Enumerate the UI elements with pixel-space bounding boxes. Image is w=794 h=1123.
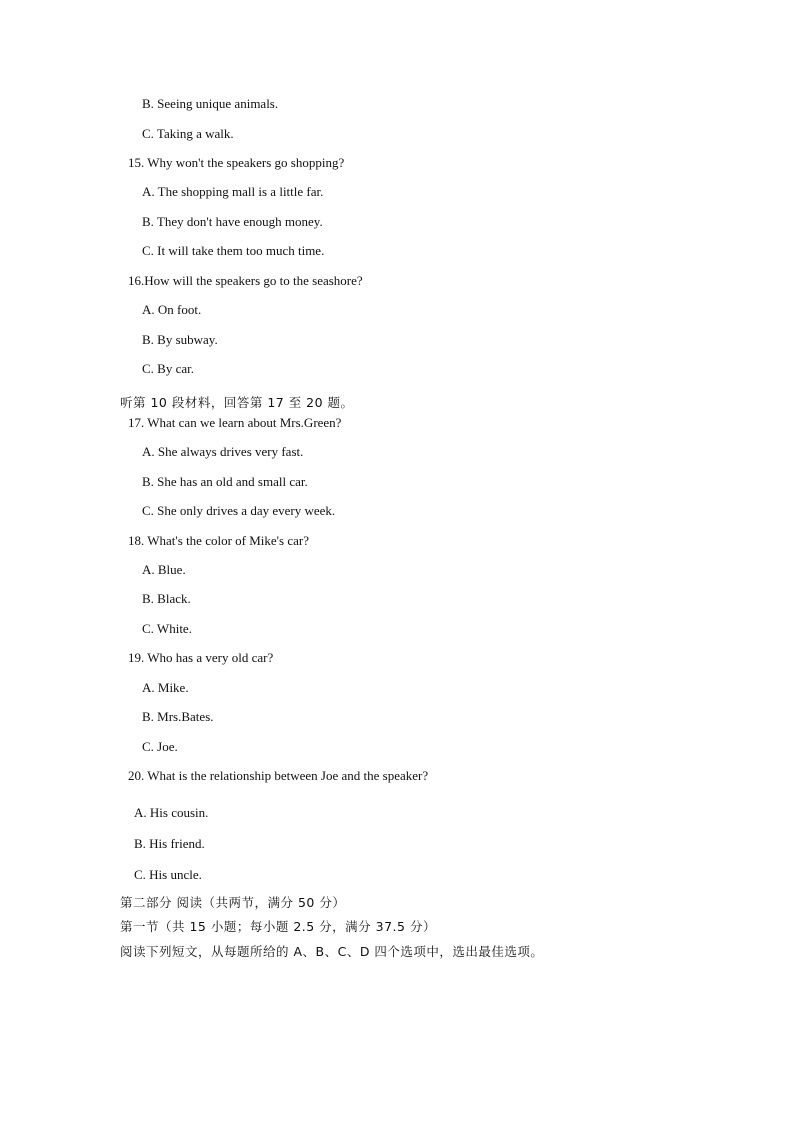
listening-instruction: 听第 10 段材料，回答第 17 至 20 题。 (120, 395, 354, 410)
question-20: 20. What is the relationship between Joe and the speaker? (128, 768, 429, 783)
reading-instruction: 阅读下列短文，从每题所给的 A、B、C、D 四个选项中，选出最佳选项。 (120, 944, 544, 959)
option-18c: C. White. (142, 621, 192, 636)
option-19b: B. Mrs.Bates. (142, 709, 214, 724)
option-17b: B. She has an old and small car. (142, 474, 308, 489)
option-15c: C. It will take them too much time. (142, 243, 325, 258)
option-19a: A. Mike. (142, 680, 189, 695)
option-18b: B. Black. (142, 591, 191, 606)
option-15b: B. They don't have enough money. (142, 214, 323, 229)
option-16c: C. By car. (142, 361, 194, 376)
option-14c: C. Taking a walk. (142, 126, 234, 141)
question-19: 19. Who has a very old car? (128, 650, 274, 665)
option-14b: B. Seeing unique animals. (142, 96, 279, 111)
part-two-heading: 第二部分 阅读（共两节，满分 50 分） (120, 895, 346, 910)
option-20c: C. His uncle. (134, 867, 202, 882)
option-20a: A. His cousin. (134, 805, 209, 820)
option-17a: A. She always drives very fast. (142, 444, 304, 459)
option-19c: C. Joe. (142, 739, 178, 754)
option-20b: B. His friend. (134, 836, 205, 851)
option-17c: C. She only drives a day every week. (142, 503, 336, 518)
option-16b: B. By subway. (142, 332, 218, 347)
question-15: 15. Why won't the speakers go shopping? (128, 155, 345, 170)
section-one-heading: 第一节（共 15 小题；每小题 2.5 分，满分 37.5 分） (120, 919, 436, 934)
question-16: 16.How will the speakers go to the seashore? (128, 273, 363, 288)
question-18: 18. What's the color of Mike's car? (128, 533, 309, 548)
question-17: 17. What can we learn about Mrs.Green? (128, 415, 342, 430)
option-15a: A. The shopping mall is a little far. (142, 184, 324, 199)
option-18a: A. Blue. (142, 562, 186, 577)
option-16a: A. On foot. (142, 302, 202, 317)
